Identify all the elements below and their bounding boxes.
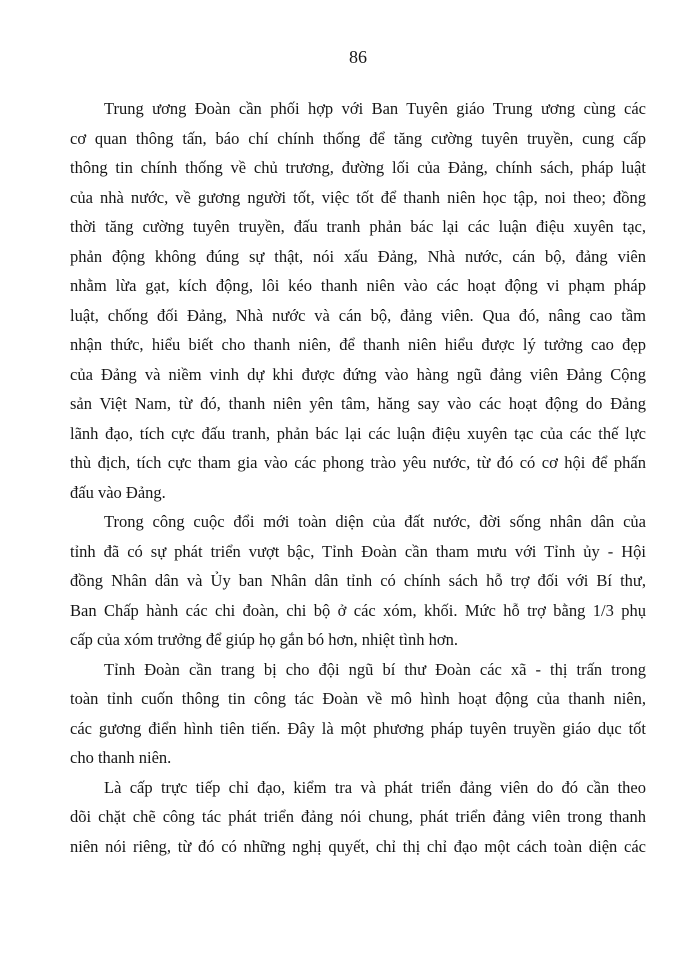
text-line: cơ quan thông tấn, báo chí chính thống để tăng cường tuyên truyền, cung cấp bbox=[70, 128, 646, 148]
text-line: niên nói riêng, từ đó có những nghị quyết, chỉ thị chỉ đạo một cách toàn diện các bbox=[70, 836, 646, 856]
page-number: 86 bbox=[349, 47, 367, 67]
text-line: toàn tỉnh cuốn thông tin công tác Đoàn về mô hình hoạt động của thanh niên, bbox=[70, 689, 646, 708]
text-line: tỉnh đã có sự phát triển vượt bậc, Tỉnh Đoàn cần tham mưu với Tỉnh ủy - Hội bbox=[70, 541, 646, 561]
text-line: Ban Chấp hành các chi đoàn, chi bộ ở các xóm, khối. Mức hỗ trợ bằng 1/3 phụ bbox=[70, 600, 646, 620]
text-line: thời tăng cường tuyên truyền, đấu tranh phản bác lại các luận điệu xuyên tạc, bbox=[70, 217, 646, 236]
paragraph bbox=[70, 507, 646, 655]
text-line: thông tin chính thống về chủ trương, đường lối của Đảng, chính sách, pháp luật bbox=[70, 158, 646, 177]
text-line: Là cấp trực tiếp chỉ đạo, kiểm tra và phát triển đảng viên do đó cần theo bbox=[104, 777, 646, 797]
text-line: Trong công cuộc đổi mới toàn diện của đất nước, đời sống nhân dân của bbox=[104, 512, 646, 531]
text-line: đấu vào Đảng. bbox=[70, 482, 166, 502]
text-line: dõi chặt chẽ công tác phát triển đảng nói chung, phát triển đảng viên trong thanh bbox=[70, 807, 646, 826]
text-line: luật, chống đối Đảng, Nhà nước và cán bộ, đảng viên. Qua đó, nâng cao tầm bbox=[70, 305, 646, 325]
text-line: cho thanh niên. bbox=[70, 748, 172, 767]
text-line: Tỉnh Đoàn cần trang bị cho đội ngũ bí thư Đoàn các xã - thị trấn trong bbox=[104, 659, 646, 679]
text-line: cấp của xóm trưởng để giúp họ gắn bó hơn, nhiệt tình hơn. bbox=[70, 630, 458, 649]
text-line: sản Việt Nam, từ đó, thanh niên yên tâm, hăng say vào các hoạt động do Đảng bbox=[70, 394, 646, 413]
text-line: lãnh đạo, tích cực đấu tranh, phản bác lại các luận điệu xuyên tạc của các thế lực bbox=[70, 423, 646, 443]
text-line: của nhà nước, về gương người tốt, việc tốt để thanh niên học tập, noi theo; đồng bbox=[70, 187, 646, 207]
text-line: phản động không đúng sự thật, nói xấu Đảng, Nhà nước, cán bộ, đảng viên bbox=[70, 246, 646, 266]
paragraph bbox=[70, 94, 646, 507]
text-line: Trung ương Đoàn cần phối hợp với Ban Tuyên giáo Trung ương cùng các bbox=[104, 99, 646, 118]
text-line: các gương điển hình tiên tiến. Đây là một phương pháp tuyên truyền giáo dục tốt bbox=[70, 718, 646, 738]
text-line: của Đảng và niềm vinh dự khi được đứng vào hàng ngũ đảng viên Đảng Cộng bbox=[70, 364, 646, 384]
document-body bbox=[70, 94, 646, 861]
text-line: đồng Nhân dân và Ủy ban Nhân dân tỉnh có chính sách hỗ trợ đối với Bí thư, bbox=[70, 571, 646, 590]
text-line: nhằm lừa gạt, kích động, lôi kéo thanh niên vào các hoạt động vi phạm pháp bbox=[70, 276, 646, 295]
text-line: nhận thức, hiểu biết cho thanh niên, để thanh niên hiểu được lý tưởng cao đẹp bbox=[70, 335, 646, 354]
text-line: thù địch, tích cực tham gia vào các phong trào yêu nước, từ đó có cơ hội để phấn bbox=[70, 453, 646, 472]
paragraph bbox=[70, 655, 646, 773]
paragraph bbox=[70, 773, 646, 862]
